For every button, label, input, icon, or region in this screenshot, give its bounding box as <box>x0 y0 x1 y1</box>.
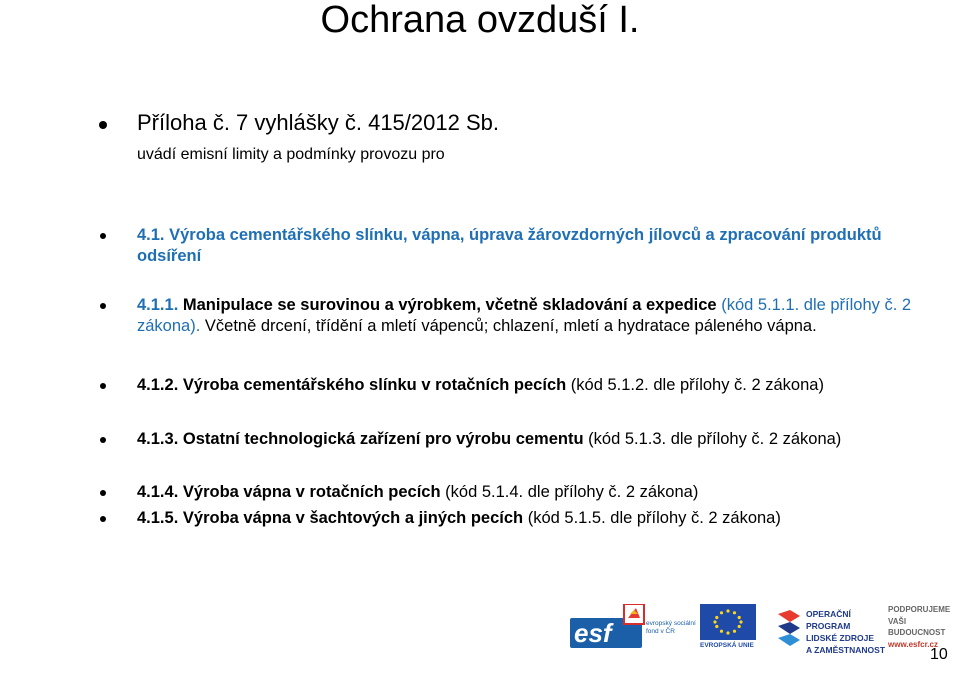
item-code: 4.1.1. <box>137 296 179 314</box>
item-title: Manipulace se surovinou a výrobkem, včetně skladování a expedice <box>182 296 717 314</box>
bullet-dot <box>100 303 106 309</box>
item-title: Výroba vápna v rotačních pecích <box>182 483 441 501</box>
item-ref: (kód 5.1.1. dle přílohy č. 2 zákona). <box>137 296 912 335</box>
bullet-text <box>137 375 920 396</box>
item-ref: (kód 5.1.5. dle přílohy č. 2 zákona) <box>527 509 781 527</box>
bullet-dot <box>100 233 106 239</box>
item-ref: (kód 5.1.2. dle přílohy č. 2 zákona) <box>570 376 824 394</box>
svg-text:esf: esf <box>574 618 612 648</box>
item-ref: (kód 5.1.3. dle přílohy č. 2 zákona) <box>588 430 842 448</box>
bullet-dot <box>100 490 106 496</box>
item-code: 4.1. <box>137 226 165 244</box>
item-ref: (kód 5.1.4. dle přílohy č. 2 zákona) <box>445 483 699 501</box>
esf-logo <box>570 604 698 650</box>
op-lz-logo <box>776 604 886 655</box>
item-title: Výroba cementářského slínku, vápna, úprava žárovzdorných jílovců a zpracování produktů odsíření <box>137 226 882 265</box>
op-line3: A ZAMĚSTNANOST <box>806 645 886 655</box>
bullet-dot <box>100 383 106 389</box>
bullet-dot <box>100 437 106 443</box>
bullet-subtext: uvádí emisní limity a podmínky provozu pro <box>137 146 445 163</box>
bullet-text <box>137 225 920 267</box>
bullet-text: Příloha č. 7 vyhlášky č. 415/2012 Sb. <box>137 110 499 135</box>
support-url: www.esfcr.cz <box>888 639 938 649</box>
bullet-text <box>137 508 920 529</box>
item-title: Výroba cementářského slínku v rotačních pecích <box>182 376 567 394</box>
item-rest: Včetně drcení, třídění a mletí vápenců; chlazení, mletí a hydratace páleného vápna. <box>204 317 817 335</box>
op-line2: LIDSKÉ ZDROJE <box>806 633 875 643</box>
bullet-text <box>137 429 920 450</box>
bullet-text <box>137 295 920 337</box>
page-title: Ochrana ovzduší I. <box>320 0 640 41</box>
item-code: 4.1.4. <box>137 483 179 501</box>
bullet-dot <box>99 121 107 129</box>
op-icon <box>776 608 802 646</box>
support-line2: VAŠI BUDOUCNOST <box>888 616 946 637</box>
bullet-text <box>137 482 920 503</box>
op-line1: OPERAČNÍ PROGRAM <box>806 609 851 631</box>
item-title: Výroba vápna v šachtových a jiných pecích <box>182 509 524 527</box>
esf-caption: evropský sociální fond v ČR <box>646 620 696 635</box>
eu-flag-logo <box>700 604 774 650</box>
support-text <box>888 604 960 650</box>
item-code: 4.1.5. <box>137 509 179 527</box>
item-title: Ostatní technologická zařízení pro výrobu cementu <box>182 430 584 448</box>
bullet-dot <box>100 516 106 522</box>
support-line1: PODPORUJEME <box>888 605 951 614</box>
eu-caption: EVROPSKÁ UNIE <box>700 642 754 649</box>
op-text <box>806 608 886 656</box>
item-code: 4.1.2. <box>137 376 179 394</box>
item-code: 4.1.3. <box>137 430 179 448</box>
page-number: 10 <box>930 646 948 663</box>
